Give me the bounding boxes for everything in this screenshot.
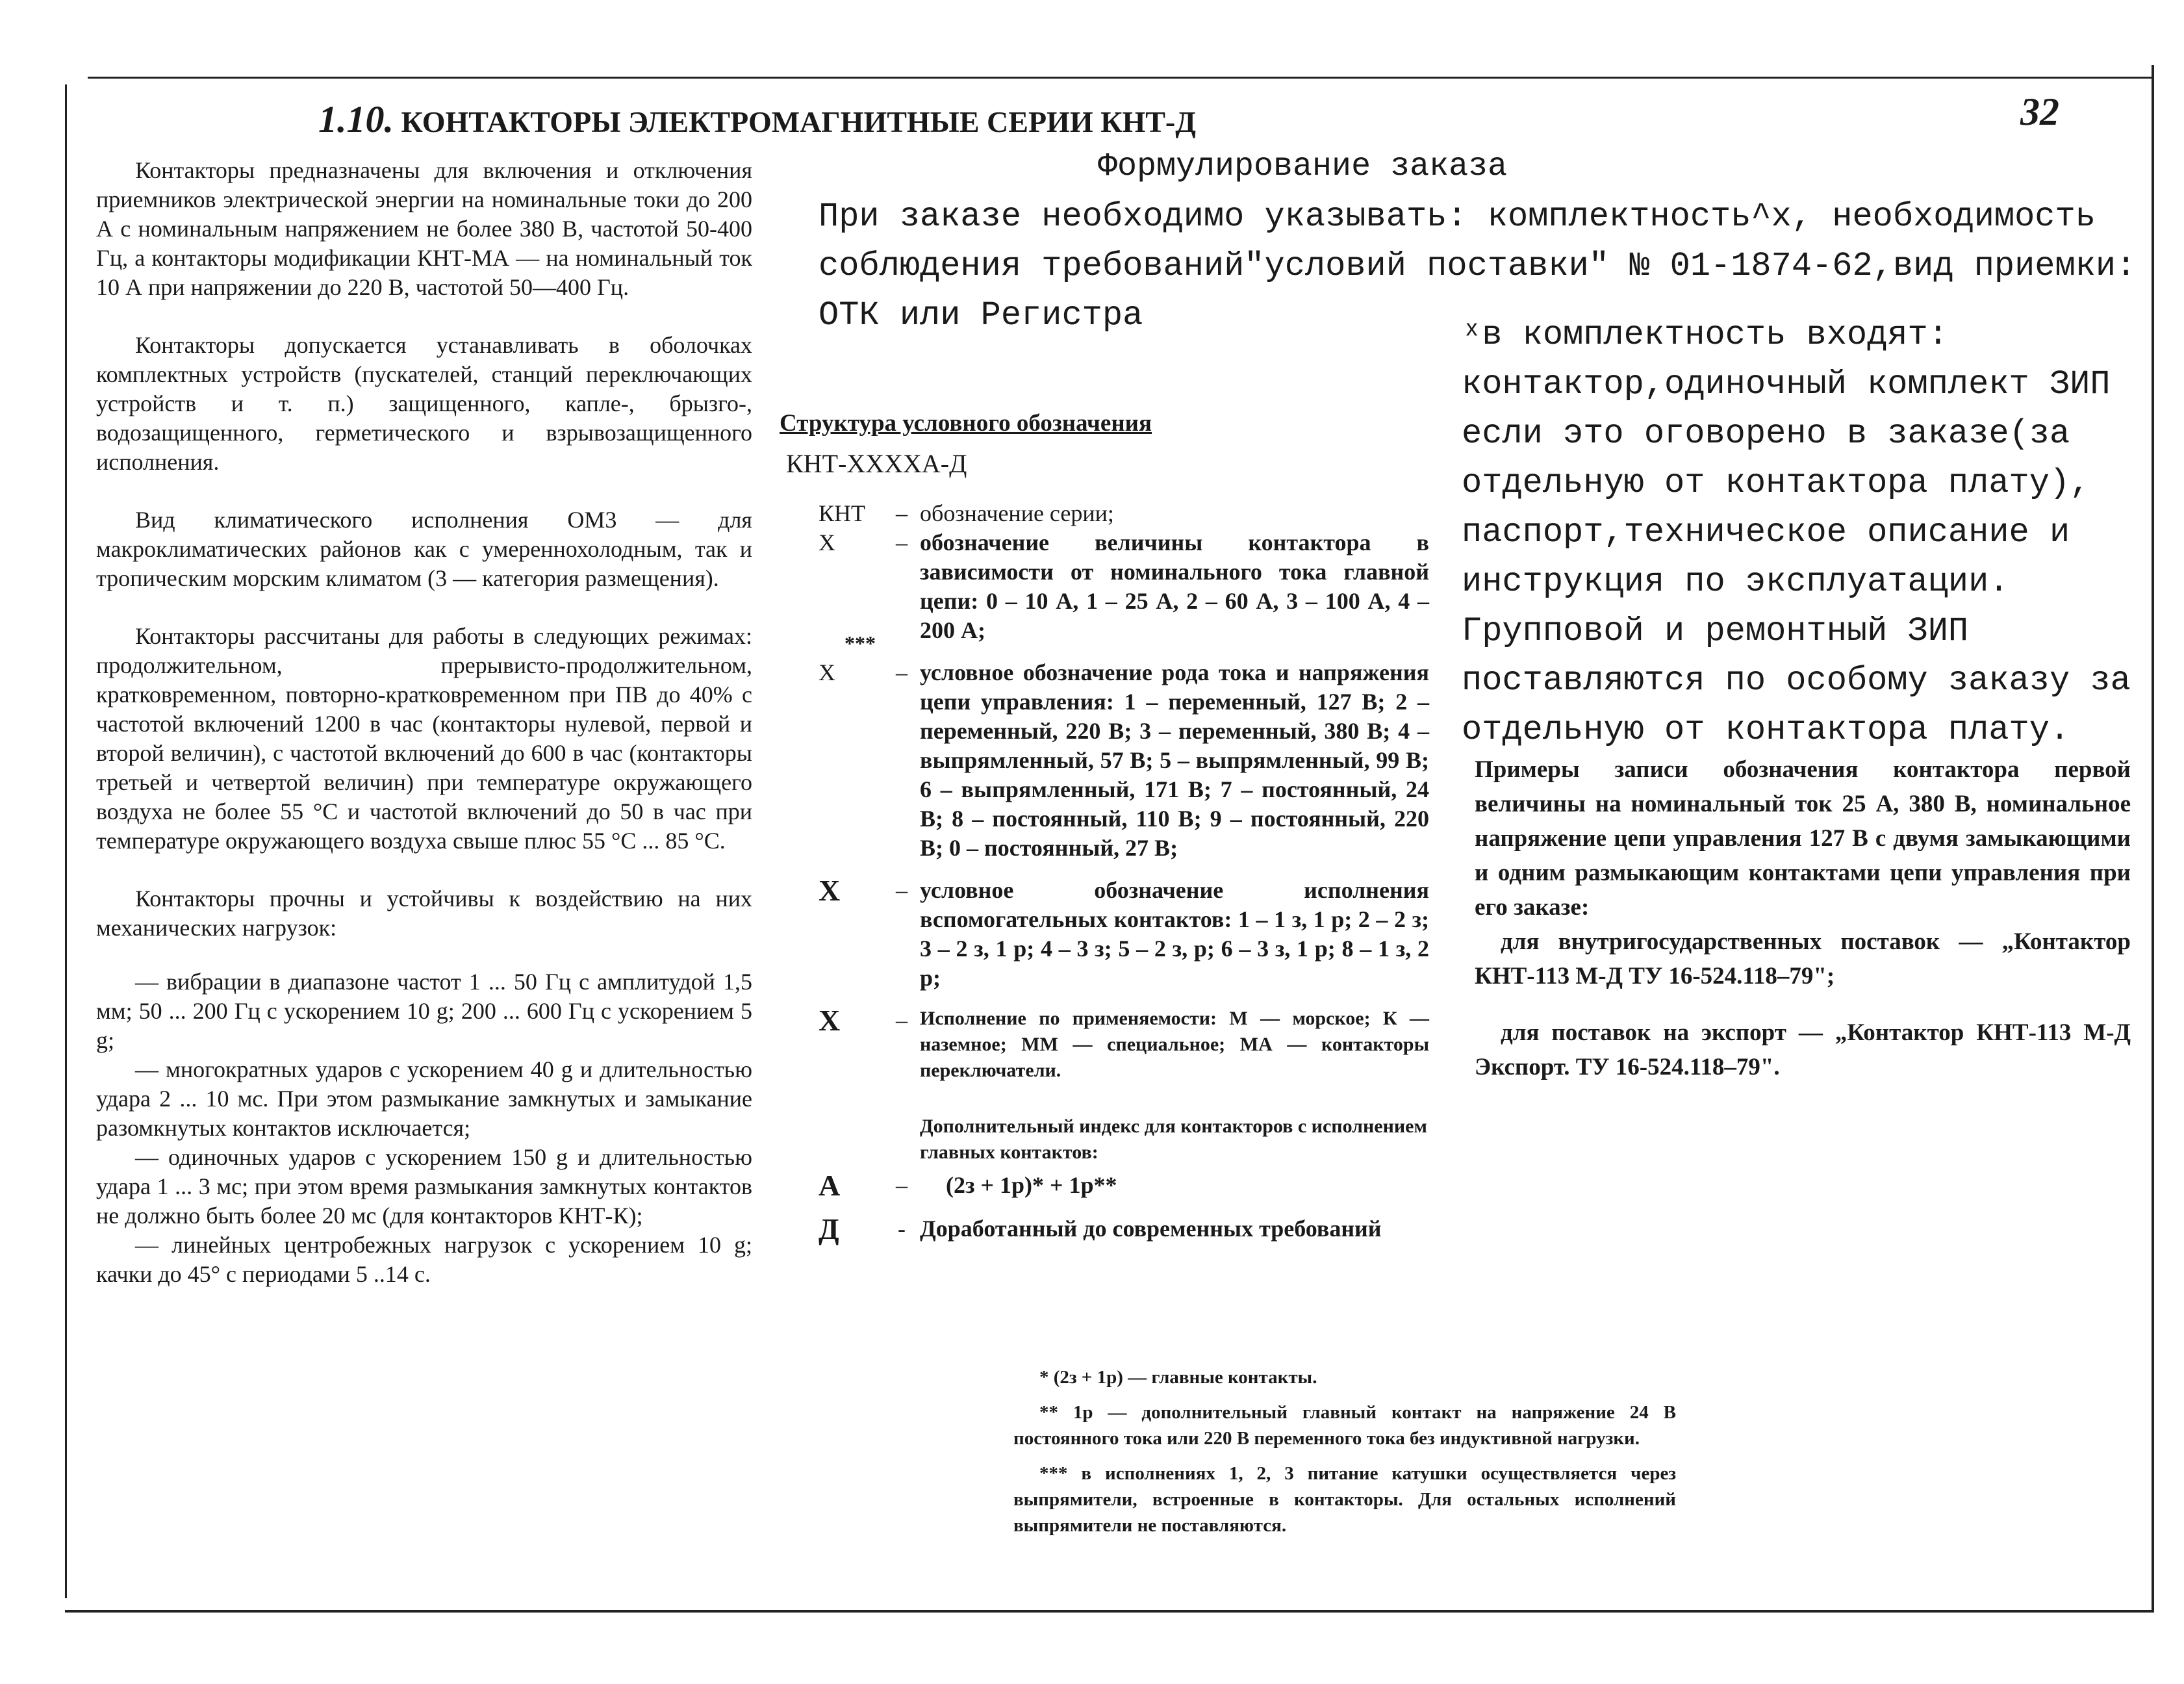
legend-key: КНТ [819,500,865,526]
left-column [96,156,752,1289]
legend-key: А [819,1169,841,1202]
paragraph-mechanical: Контакторы прочны и устойчивы к воздействию на них механических нагрузок: [96,886,752,941]
examples-intro: Примеры записи обозначения контактора первой величины на номинальный ток 25 А, 380 В, номинальное напряжение цепи управления 127 В с двумя замыкающими и одним размыкающим контактами цепи управления при его заказе: [1475,756,2131,921]
paragraph-installation: Контакторы допускается устанавливать в оболочках комплектных устройств (пускателей, станций переключающих устройств и т. п.) защищенного, капле-, брызго-, водозащищенного, герметического и взрывозащищенного исполнения. [96,332,752,475]
structure-code: КНТ-XXXXA-Д [786,449,967,478]
section-number: 1.10. [318,98,394,140]
footnote: * (2з + 1р) — главные контакты. [1039,1367,1317,1388]
section-title: КОНТАКТОРЫ ЭЛЕКТРОМАГНИТНЫЕ СЕРИИ КНТ-Д [401,105,1196,138]
order-line: соблюдения требований"условий поставки" № 01-1874-62,вид приемки: [819,247,2137,285]
legend-row [819,1214,1429,1244]
legend-dash: – [896,500,908,526]
structure-legend [819,499,1429,1244]
order-line: ОТК или Регистра [819,296,1143,335]
legend-key: X [819,659,835,685]
legend-desc: Доработанный до современных требований [920,1216,1382,1242]
footnote: *** в исполнениях 1, 2, 3 питание катушки осуществляется через выпрямители, встроенные в контакторы. Для остальных исполнений выпрямители не поставляются. [1013,1463,1676,1536]
legend-dash: – [896,1172,908,1198]
legend-dash: – [896,1007,908,1033]
extra-index-note: Дополнительный индекс для контакторов с исполнением главных контактов: [920,1116,1427,1163]
examples-block [1475,752,2131,1084]
legend-key: X [819,529,835,555]
mechanical-loads-list [96,967,752,1289]
legend-key: X [819,1004,841,1037]
legend-spacer [819,1200,1429,1214]
order-heading: Формулирование заказа [1098,148,1508,185]
paragraph-modes: Контакторы рассчитаны для работы в следующих режимах: продолжительном, прерывисто-продолжительном, кратковременном, повторно-кратковременном при ПВ до 40% с частотой включений 1200 в час (контакторы нулевой, первой и второй величин), с частотой включений до 600 в час (контакторы третьей и четвертой величин) при температуре окружающего воздуха не более 55 °С и частотой включений до 50 в час при температуре окружающего воздуха свыше плюс 55 °С ... 85 °С. [96,623,752,854]
legend-row [819,1006,1429,1084]
legend-row [819,499,1429,528]
frame-top-border [88,77,2152,79]
list-item: — многократных ударов с ускорением 40 g и длительностью удара 2 ... 10 мс. При этом размыкание замкнутых и замыкание разомкнутых контактов исключается; [96,1056,752,1141]
page-title [318,97,1196,141]
legend-desc: условное обозначение исполнения вспомогательных контактов: 1 – 1 з, 1 р; 2 – 2 з; 3 – 2 з, 1 р; 4 – 3 з; 5 – 2 з, р; 6 – 3 з, 1 р; 8 – 1 з, 2 р; [920,877,1429,991]
legend-dash: – [896,659,908,685]
example-domestic: для внутригосударственных поставок — „Контактор КНТ-113 М-Д ТУ 16-524.118–79"; [1475,928,2131,989]
legend-spacer [819,863,1429,876]
frame-right-border [2152,65,2154,1611]
legend-row [819,528,1429,645]
legend-desc: обозначение серии; [920,500,1114,526]
order-line: При заказе необходимо указывать: комплектность^x, необходимость [819,198,2096,236]
legend-desc: Исполнение по применяемости: М — морское; К — наземное; ММ — специальное; МА — контакторы переключатели. [920,1008,1429,1081]
legend-key: Д [819,1212,839,1245]
legend-spacer [819,993,1429,1006]
legend-row [819,658,1429,863]
legend-key: X [819,874,841,907]
completeness-note: ˣв комплектность входят: контактор,одиночный комплект ЗИП если это оговорено в заказе(за отдельную от контактора плату), паспорт,техническое описание и инструкция по эксплуатации. Групповой и ремонтный ЗИП поставляются по особому заказу за отдельную от контактора плату. [1462,316,2131,749]
frame-bottom-border [65,1610,2154,1613]
legend-row [819,1171,1429,1200]
legend-dash: – [896,877,908,903]
page-number: 32 [2020,90,2059,133]
legend-desc: (2з + 1р)* + 1р** [946,1172,1117,1198]
legend-marker: *** [844,632,876,655]
frame-left-border [65,84,67,1598]
legend-dash: - [898,1216,906,1242]
legend-desc: условное обозначение рода тока и напряжения цепи управления: 1 – переменный, 127 В; 2 – переменный, 220 В; 3 – переменный, 380 В; 4 – выпрямленный, 57 В; 5 – выпрямленный, 99 В; 6 – выпрямленный, 171 В; 7 – постоянный, 24 В; 8 – постоянный, 110 В; 9 – постоянный, 220 В; 0 – постоянный, 27 В; [920,659,1429,861]
legend-desc: обозначение величины контактора в зависимости от номинального тока главной цепи: 0 – 10 А, 1 – 25 А, 2 – 60 А, 3 – 100 А, 4 – 200 А; [920,529,1429,643]
footnote: ** 1р — дополнительный главный контакт на напряжение 24 В постоянного тока или 220 В переменного тока без индуктивной нагрузки. [1013,1402,1676,1449]
legend-spacer [819,645,1429,658]
legend-row [819,876,1429,993]
paragraph-climate: Вид климатического исполнения ОМ3 — для макроклиматических районов как с умереннохолодным, так и тропическим морским климатом (3 — категория размещения). [96,507,752,591]
structure-heading: Структура условного обозначения [780,410,1152,437]
list-item: — линейных центробежных нагрузок с ускорением 10 g; качки до 45° с периодами 5 ..14 с. [96,1232,752,1287]
legend-dash: – [896,529,908,555]
paragraph-purpose: Контакторы предназначены для включения и отключения приемников электрической энергии на номинальные токи до 200 А с номинальным напряжением не более 380 В, частотой 50-400 Гц, а контакторы модификации КНТ-МА — на номинальный ток 10 А при напряжении до 220 В, частотой 50—400 Гц. [96,157,752,300]
legend-spacer [819,1084,1429,1114]
example-export: для поставок на экспорт — „Контактор КНТ-113 М-Д Экспорт. ТУ 16-524.118–79". [1475,1019,2131,1080]
list-item: — одиночных ударов с ускорением 150 g и длительностью удара 1 ... 3 мс; при этом время размыкания замкнутых контактов не должно быть более 20 мс (для контакторов КНТ-К); [96,1144,752,1229]
list-item: — вибрации в диапазоне частот 1 ... 50 Гц с амплитудой 1,5 мм; 50 ... 200 Гц с ускорением 10 g; 200 ... 600 Гц с ускорением 5 g; [96,969,752,1053]
footnotes [1013,1364,1676,1548]
